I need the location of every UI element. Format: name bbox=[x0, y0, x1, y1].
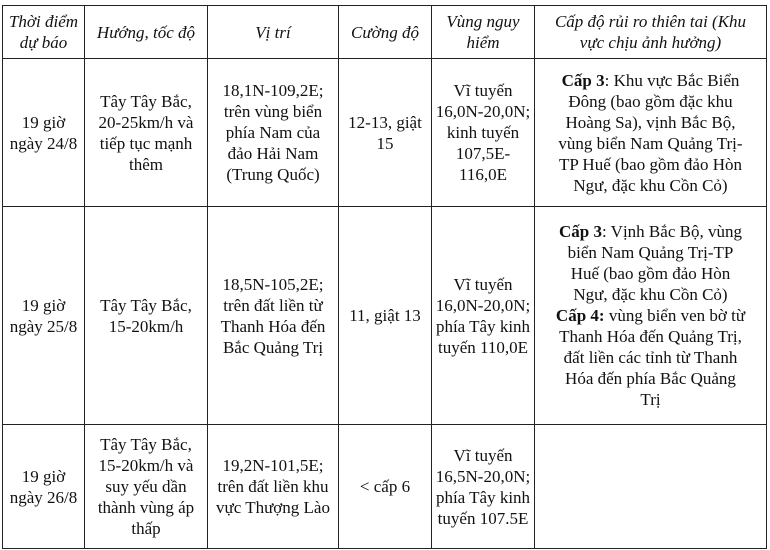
cell-position: 18,5N-105,2E; trên đất liền từ Thanh Hóa đến Bắc Quảng Trị bbox=[208, 207, 339, 425]
table-row bbox=[3, 425, 767, 549]
header-position: Vị trí bbox=[208, 6, 339, 59]
cell-danger-zone: Vĩ tuyến 16,0N-20,0N; phía Tây kinh tuyến 110,0E bbox=[432, 207, 535, 425]
header-direction: Hướng, tốc độ bbox=[85, 6, 208, 59]
cell-risk-level: Cấp 3: Khu vực Bắc Biển Đông (bao gồm đặc khu Hoàng Sa), vịnh Bắc Bộ, vùng biển Nam Quảng Trị- TP Huế (bao gồm đảo Hòn Ngư, đặc khu Cồn Cỏ) bbox=[535, 59, 767, 207]
table-row bbox=[3, 207, 767, 425]
header-risk-level: Cấp độ rủi ro thiên tai (Khu vực chịu ảnh hưởng) bbox=[535, 6, 767, 59]
cell-intensity: < cấp 6 bbox=[339, 425, 432, 549]
cell-intensity: 11, giật 13 bbox=[339, 207, 432, 425]
table-header-row bbox=[3, 6, 767, 59]
header-intensity: Cường độ bbox=[339, 6, 432, 59]
cell-position: 19,2N-101,5E; trên đất liền khu vực Thượng Lào bbox=[208, 425, 339, 549]
cell-risk-level: Cấp 3: Vịnh Bắc Bộ, vùng biển Nam Quảng Trị-TP Huế (bao gồm đảo Hòn Ngư, đặc khu Cồn Cỏ) Cấp 4: vùng biển ven bờ từ Thanh Hóa đến Quảng Trị, đất liền các tỉnh từ Thanh Hóa đến phía Bắc Quảng Trị bbox=[535, 207, 767, 425]
cell-direction: Tây Tây Bắc, 15-20km/h bbox=[85, 207, 208, 425]
cell-position: 18,1N-109,2E; trên vùng biển phía Nam của đảo Hải Nam (Trung Quốc) bbox=[208, 59, 339, 207]
header-danger-zone: Vùng nguy hiểm bbox=[432, 6, 535, 59]
cell-direction: Tây Tây Bắc, 15-20km/h và suy yếu dần thành vùng áp thấp bbox=[85, 425, 208, 549]
cell-risk-level bbox=[535, 425, 767, 549]
cell-danger-zone: Vĩ tuyến 16,5N-20,0N; phía Tây kinh tuyến 107.5E bbox=[432, 425, 535, 549]
cell-direction: Tây Tây Bắc, 20-25km/h và tiếp tục mạnh thêm bbox=[85, 59, 208, 207]
cell-intensity: 12-13, giật 15 bbox=[339, 59, 432, 207]
risk-level-label: Cấp 3 bbox=[561, 70, 605, 90]
forecast-table bbox=[2, 5, 767, 549]
cell-danger-zone: Vĩ tuyến 16,0N-20,0N; kinh tuyến 107,5E- 116,0E bbox=[432, 59, 535, 207]
cell-time: 19 giờ ngày 26/8 bbox=[3, 425, 85, 549]
risk-level-label: Cấp 3 bbox=[559, 222, 603, 241]
risk-level-label: Cấp 4: bbox=[555, 306, 605, 325]
cell-time: 19 giờ ngày 24/8 bbox=[3, 59, 85, 207]
table-row bbox=[3, 59, 767, 207]
cell-time: 19 giờ ngày 25/8 bbox=[3, 207, 85, 425]
header-time: Thời điểm dự báo bbox=[3, 6, 85, 59]
